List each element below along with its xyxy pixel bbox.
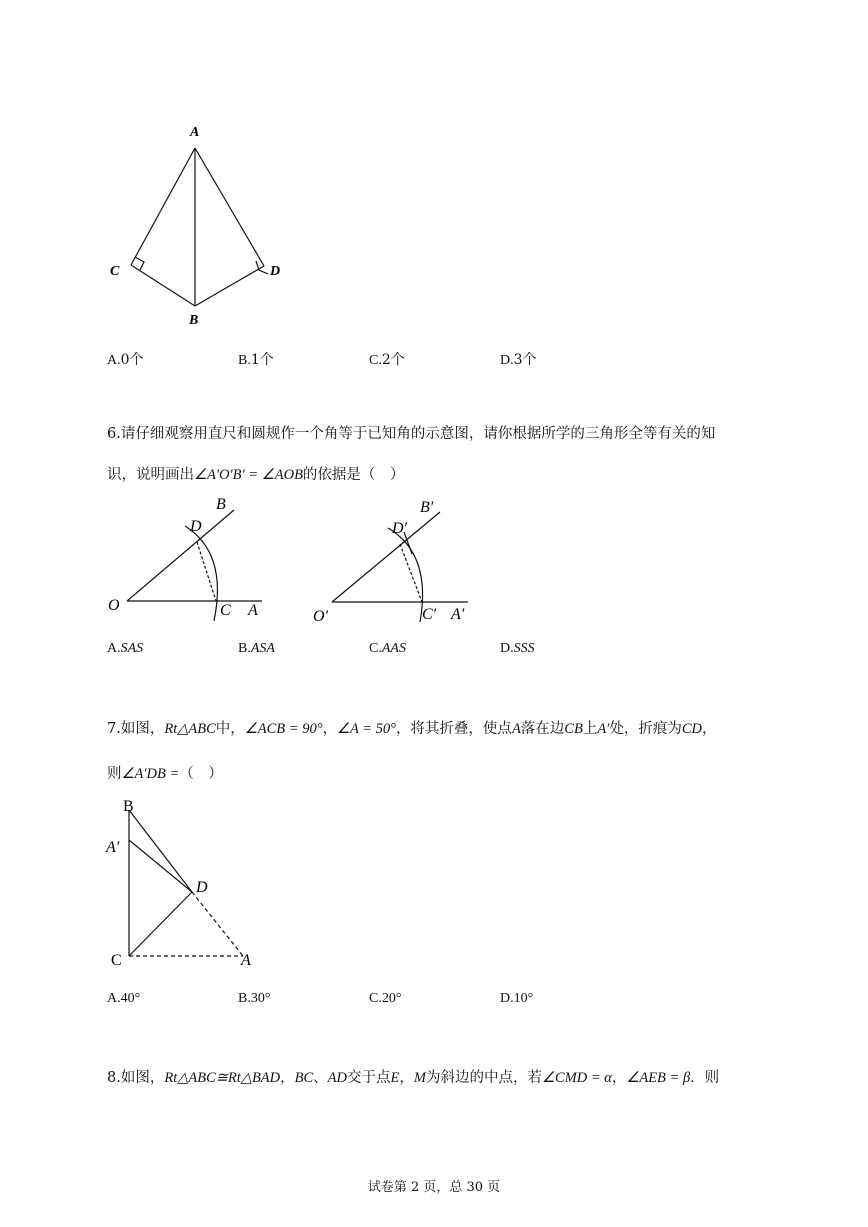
q5-option-d[interactable] [500,349,537,369]
q5-option-c[interactable] [369,349,405,369]
option-value: 3个 [513,352,537,368]
q7-math: Rt△ABC [164,721,216,737]
option-key: B. [238,991,251,1006]
option-key: A. [107,353,121,368]
option-key: B. [238,641,251,656]
option-value: SSS [513,641,535,656]
q6-option-b[interactable] [238,640,275,657]
option-key: C. [369,991,382,1006]
option-value: AAS [381,641,406,656]
q7-text: ， [702,721,717,737]
fig7-label-d: D [196,879,208,896]
q8-math: BC [294,1070,314,1086]
option-key: D. [500,991,514,1006]
q8-text: 为斜边的中点，若 [425,1070,542,1086]
q8-text: 、 [313,1070,328,1086]
fig6l-label-b: B [216,496,226,513]
page-footer: 试卷第 2 页，总 30 页 [367,1180,501,1195]
option-value: ASA [250,641,275,656]
q7-math: A′ [597,721,610,737]
q7-math: ∠ACB = 90° [244,721,323,737]
option-value: 10° [513,991,534,1006]
q6-math: ∠A′O′B′ = ∠AOB [194,467,303,483]
q8-text: ， [611,1070,627,1086]
option-key: C. [369,641,382,656]
q6-figure-left [100,493,280,628]
fig6r-label-a: A′ [451,606,465,623]
q7-math: CD [681,721,703,737]
q7-text: 落在边 [520,721,565,737]
q7-text: 7.如图， [107,721,165,737]
fig7-label-a: A [241,952,251,969]
q8-math: ∠CMD = α [541,1070,612,1086]
q8-text: ， [280,1070,295,1086]
q6-option-a[interactable] [107,640,143,657]
q7-math: ∠A = 50° [337,721,396,737]
q7-figure [100,792,270,972]
fig6l-label-d: D [190,518,202,535]
q6-prefix: 识，说明画出 [107,467,194,483]
q6-option-c[interactable] [369,640,406,657]
q7-option-d[interactable] [500,990,533,1007]
q7-text: ， [322,721,337,737]
q7-text: 则 [107,766,122,782]
option-value: 2个 [381,352,405,368]
q8-math: Rt△ABC≅Rt△BAD [164,1070,281,1086]
option-value: 40° [120,991,141,1006]
q5-figure [100,118,300,333]
fig6l-label-o: O [108,597,120,614]
fig6r-label-o: O′ [313,608,329,625]
option-key: D. [500,641,514,656]
option-value: 20° [381,991,402,1006]
fig5-label-a: A [190,125,200,140]
option-key: A. [107,991,121,1006]
q8-math: E [390,1070,400,1086]
q7-stem-line1 [107,717,717,738]
fig6r-label-c: C′ [422,606,437,623]
option-key: B. [238,353,251,368]
q6-stem-line2 [107,463,404,484]
q7-text: 上 [582,721,598,737]
q7-option-a[interactable] [107,990,140,1007]
q5-option-b[interactable] [238,349,274,369]
q7-math: A [511,721,521,737]
fig7-label-c: C [111,952,122,969]
option-value: 30° [250,991,271,1006]
fig6l-label-c: C [220,602,231,619]
q7-math: CB [564,721,583,737]
q8-math: AD [327,1070,348,1086]
fig5-label-b: B [189,313,199,328]
q6-option-d[interactable] [500,640,535,657]
option-key: D. [500,353,514,368]
q7-text: 中， [215,721,245,737]
option-value: SAS [120,641,144,656]
q6-figure-right [308,490,488,630]
option-key: C. [369,353,382,368]
q8-stem-line1 [107,1066,719,1087]
q8-text: 交于点 [347,1070,391,1086]
q8-text: 8.如图， [107,1070,165,1086]
fig6l-label-a: A [248,602,258,619]
option-key: A. [107,641,121,656]
fig6r-label-b: B′ [420,499,434,516]
option-value: 1个 [250,352,274,368]
q7-option-c[interactable] [369,990,401,1007]
fig5-label-c: C [110,264,120,279]
q6-suffix: 的依据是（ ） [302,467,405,483]
q7-text: 处，折痕为 [609,721,682,737]
fig7-label-b: B [123,798,134,815]
fig5-label-d: D [270,264,281,279]
q7-math: ∠A′DB = [121,766,180,782]
q8-text: ， [399,1070,414,1086]
q6-stem-line1: 6.请仔细观察用直尺和圆规作一个角等于已知角的示意图，请你根据所学的三角形全等有关的知 [107,426,716,442]
q7-text: （ ） [179,766,223,782]
q8-math: M [413,1070,426,1086]
q8-math: ∠AEB = β [626,1070,691,1086]
fig7-label-a-prime: A′ [106,839,120,856]
q7-option-b[interactable] [238,990,270,1007]
q7-text: ，将其折叠，使点 [395,721,512,737]
option-value: 0个 [120,352,144,368]
fig6r-label-d: D′ [392,520,408,537]
q8-text: ．则 [690,1070,720,1086]
q7-stem-line2 [107,762,223,783]
q5-option-a[interactable] [107,349,144,369]
